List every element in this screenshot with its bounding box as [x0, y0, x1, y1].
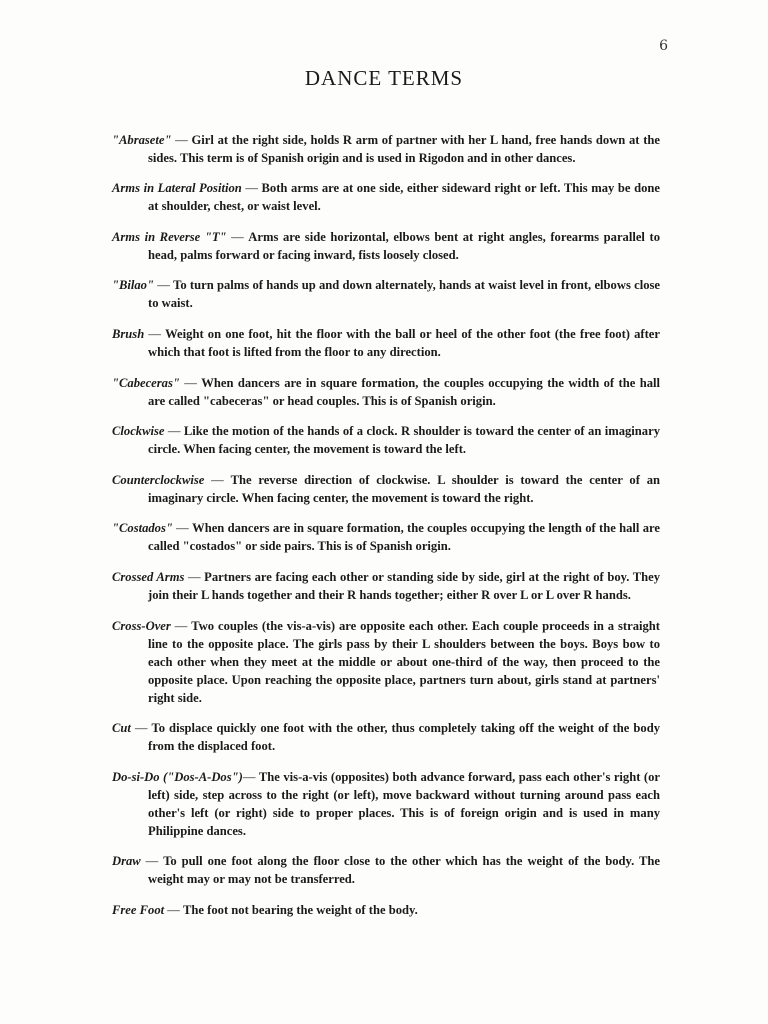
glossary-entry: "Bilao" — To turn palms of hands up and down alternately, hands at waist level in front, elbows close to waist. — [112, 278, 660, 311]
entry-term: "Costados" — [112, 521, 173, 536]
entry-term: Crossed Arms — [112, 569, 185, 584]
entry-term: Free Foot — [112, 902, 165, 917]
entry-definition: Partners are facing each other or standing side by side, girl at the right of boy. They join their L hands together and their R hands together; either R over L or L over R hands. — [148, 569, 661, 602]
glossary-entry: Brush — Weight on one foot, hit the floor with the ball or heel of the other foot (the free foot) after which that foot is lifted from the floor to any direction. — [112, 326, 660, 359]
page-title: DANCE TERMS — [304, 66, 464, 90]
entry-definition: When dancers are in square formation, the couples occupying the width of the hall are called "cabeceras" or head couples. This is of Spanish origin. — [148, 375, 660, 408]
glossary-entry: Arms in Reverse "T" — Arms are side horizontal, elbows bent at right angles, forearms parallel to head, palms forward or facing inward, fists loosely closed. — [112, 229, 661, 262]
entry-definition: Girl at the right side, holds R arm of partner with her L hand, free hands down at the sides. This term is of Spanish origin and is used in Rigodon and in other dances. — [148, 132, 660, 165]
entry-term: Brush — [112, 326, 145, 341]
glossary-entry: Do-si-Do ("Dos-A-Dos")— The vis-a-vis (opposites) both advance forward, pass each other's right (or left) side, step across to the right (or left), move backward without turning around pass each other's left (or right) side to proper places. This is of foreign origin and is used in many Philippine dances. — [112, 769, 660, 838]
entry-definition: The vis-a-vis (opposites) both advance forward, pass each other's right (or left) side, step across to the right (or left), move backward without turning around pass each other's left (or right) side to proper places. This is of foreign origin and is used in many Philippine dances. — [148, 769, 660, 838]
glossary-entry: "Costados" — When dancers are in square formation, the couples occupying the length of the hall are called "costados" or side pairs. This is of Spanish origin. — [112, 521, 660, 554]
glossary-entry: Cut — To displace quickly one foot with the other, thus completely taking off the weight of the body from the displaced foot. — [112, 721, 660, 754]
entry-term: "Abrasete" — [112, 132, 172, 147]
entry-definition: To pull one foot along the floor close to the other which has the weight of the body. The weight may or may not be transferred. — [148, 854, 660, 887]
entry-term: "Bilao" — [112, 278, 154, 293]
entry-term: Cut — [112, 721, 131, 736]
entry-definition: To displace quickly one foot with the other, thus completely taking off the weight of the body from the displaced foot. — [148, 721, 660, 754]
entry-definition: When dancers are in square formation, the couples occupying the length of the hall are called "costados" or side pairs. This is of Spanish origin. — [148, 521, 660, 554]
entry-definition: The reverse direction of clockwise. L shoulder is toward the center of an imaginary circle. When facing center, the movement is toward the right. — [148, 472, 660, 505]
glossary-entry: Crossed Arms — Partners are facing each other or standing side by side, girl at the right of boy. They join their L hands together and their R hands together; either R over L or L over R hands. — [112, 569, 661, 602]
entry-term: Do-si-Do ("Dos-A-Dos") — [112, 769, 243, 784]
entry-term: Counterclockwise — [112, 472, 205, 487]
glossary-list — [112, 118, 660, 931]
glossary-entry: Clockwise — Like the motion of the hands of a clock. R shoulder is toward the center of an imaginary circle. When facing center, the movement is toward the left. — [112, 424, 660, 457]
page-number: 6 — [659, 38, 668, 54]
glossary-entry: Counterclockwise — The reverse direction of clockwise. L shoulder is toward the center of an imaginary circle. When facing center, the movement is toward the right. — [112, 472, 660, 505]
glossary-entry: Cross-Over — Two couples (the vis-a-vis) are opposite each other. Each couple proceeds in a straight line to the opposite place. The girls pass by their L shoulders between the boys. Boys bow to each other when they meet at the middle or about one-third of the way, then proceed to the opposite place. Upon reaching the opposite place, partners turn about, girls stand at partners' right side. — [112, 618, 660, 705]
entry-definition: The foot not bearing the weight of the body. — [183, 902, 418, 917]
entry-definition: To turn palms of hands up and down alternately, hands at waist level in front, elbows close to waist. — [148, 278, 660, 311]
glossary-entry: "Cabeceras" — When dancers are in square formation, the couples occupying the width of the hall are called "cabeceras" or head couples. This is of Spanish origin. — [112, 375, 660, 408]
entry-definition: Two couples (the vis-a-vis) are opposite each other. Each couple proceeds in a straight line to the opposite place. The girls pass by their L shoulders between the boys. Boys bow to each other when they meet at the middle or about one-third of the way, then proceed to the opposite place. Upon reaching the opposite place, partners turn about, girls stand at partners' right side. — [148, 618, 660, 705]
entry-term: Draw — [112, 854, 141, 869]
entry-term: Cross-Over — [112, 618, 171, 633]
glossary-entry: Arms in Lateral Position — Both arms are at one side, either sideward right or left. This may be done at shoulder, chest, or waist level. — [112, 181, 660, 214]
entry-term: "Cabeceras" — [112, 375, 180, 390]
glossary-entry: Free Foot — The foot not bearing the weight of the body. — [112, 902, 418, 917]
glossary-entry: Draw — To pull one foot along the floor close to the other which has the weight of the body. The weight may or may not be transferred. — [112, 854, 660, 887]
entry-definition: Both arms are at one side, either sideward right or left. This may be done at shoulder, chest, or waist level. — [148, 181, 660, 214]
entry-definition: Weight on one foot, hit the floor with the ball or heel of the other foot (the free foot) after which that foot is lifted from the floor to any direction. — [148, 326, 660, 359]
glossary-entry: "Abrasete" — Girl at the right side, holds R arm of partner with her L hand, free hands down at the sides. This term is of Spanish origin and is used in Rigodon and in other dances. — [112, 132, 660, 165]
entry-definition: Like the motion of the hands of a clock. R shoulder is toward the center of an imaginary circle. When facing center, the movement is toward the left. — [148, 424, 660, 457]
entry-term: Clockwise — [112, 424, 165, 439]
entry-definition: Arms are side horizontal, elbows bent at right angles, forearms parallel to head, palms forward or facing inward, fists loosely closed. — [148, 229, 661, 262]
entry-term: Arms in Reverse "T" — [112, 229, 227, 244]
entry-term: Arms in Lateral Position — [112, 181, 242, 196]
